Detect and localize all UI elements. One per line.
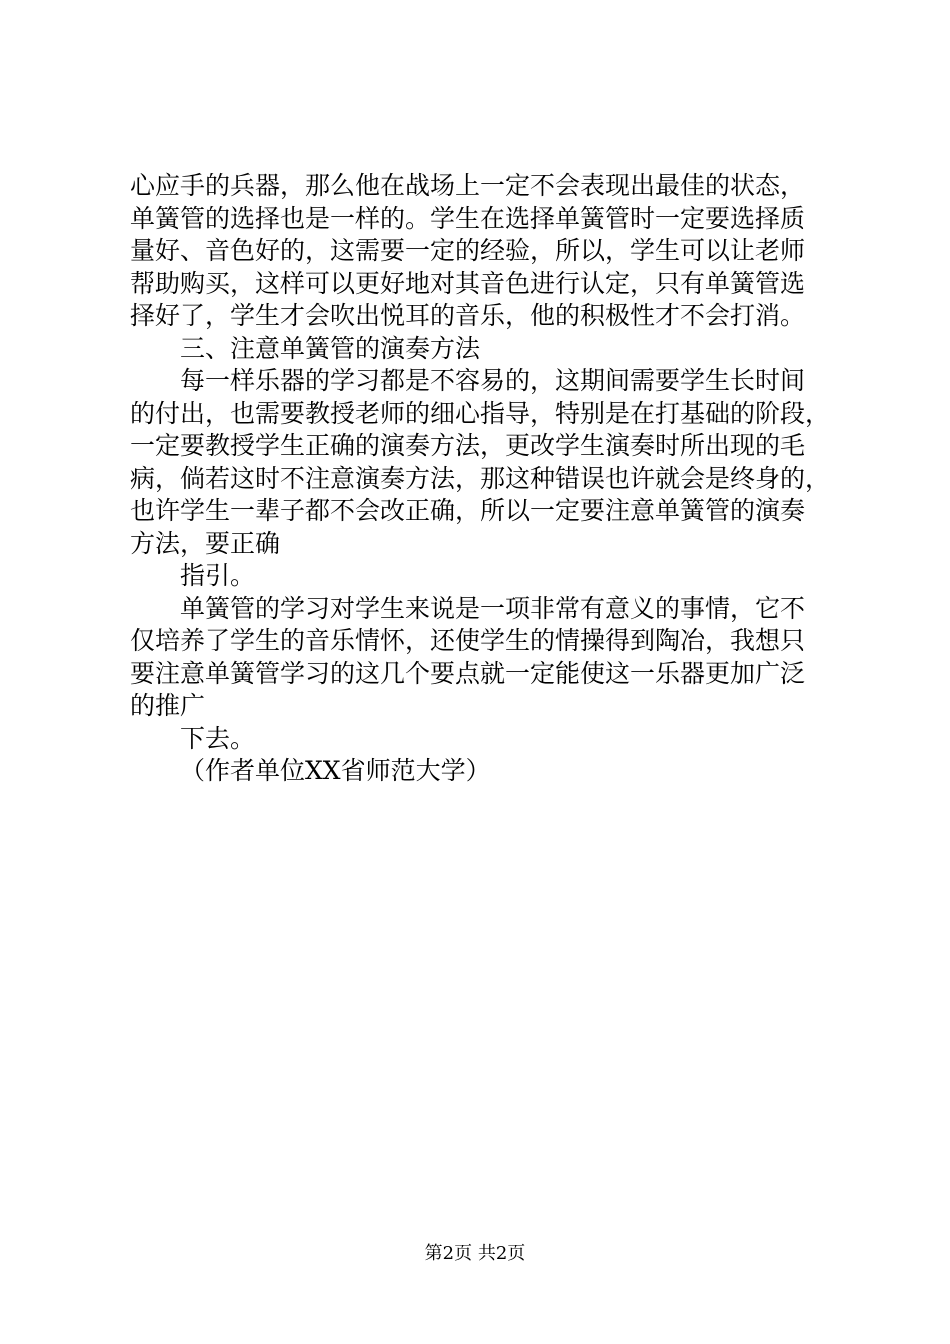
text-line: 心应手的兵器，那么他在战场上一定不会表现出最佳的状态， bbox=[130, 171, 806, 200]
text-line: 的付出，也需要教授老师的细心指导，特别是在打基础的阶段， bbox=[130, 398, 831, 428]
text-line: 量好、音色好的，这需要一定的经验，所以，学生可以让老师 bbox=[130, 236, 806, 265]
text-line: 择好了，学生才会吹出悦耳的音乐，他的积极性才不会打消。 bbox=[130, 301, 806, 330]
text-line: 指引。 bbox=[180, 561, 256, 590]
text-line: 仅培养了学生的音乐情怀，还使学生的情操得到陶冶，我想只 bbox=[130, 626, 806, 655]
text-line: 的推广 bbox=[130, 691, 206, 720]
text-line: 也许学生一辈子都不会改正确，所以一定要注意单簧管的演奏 bbox=[130, 496, 806, 525]
document-body bbox=[130, 170, 830, 788]
text-line: 要注意单簧管学习的这几个要点就一定能使这一乐器更加广泛 bbox=[130, 658, 806, 688]
text-line: 单簧管的选择也是一样的。学生在选择单簧管时一定要选择质 bbox=[130, 203, 806, 233]
text-line: 方法，要正确 bbox=[130, 528, 281, 558]
text-line: 下去。 bbox=[180, 723, 256, 753]
text-line: 病，倘若这时不注意演奏方法，那这种错误也许就会是终身的， bbox=[130, 463, 831, 493]
text-line: 每一样乐器的学习都是不容易的，这期间需要学生长时间 bbox=[180, 366, 806, 395]
text-line: 单簧管的学习对学生来说是一项非常有意义的事情，它不 bbox=[180, 593, 806, 623]
text-line: （作者单位XX省师范大学） bbox=[180, 756, 491, 785]
text-line: 帮助购买，这样可以更好地对其音色进行认定，只有单簧管选 bbox=[130, 268, 806, 298]
page-footer: 第2页 共2页 bbox=[424, 1243, 526, 1264]
text-line: 三、注意单簧管的演奏方法 bbox=[180, 333, 481, 363]
text-line: 一定要教授学生正确的演奏方法，更改学生演奏时所出现的毛 bbox=[130, 431, 806, 460]
